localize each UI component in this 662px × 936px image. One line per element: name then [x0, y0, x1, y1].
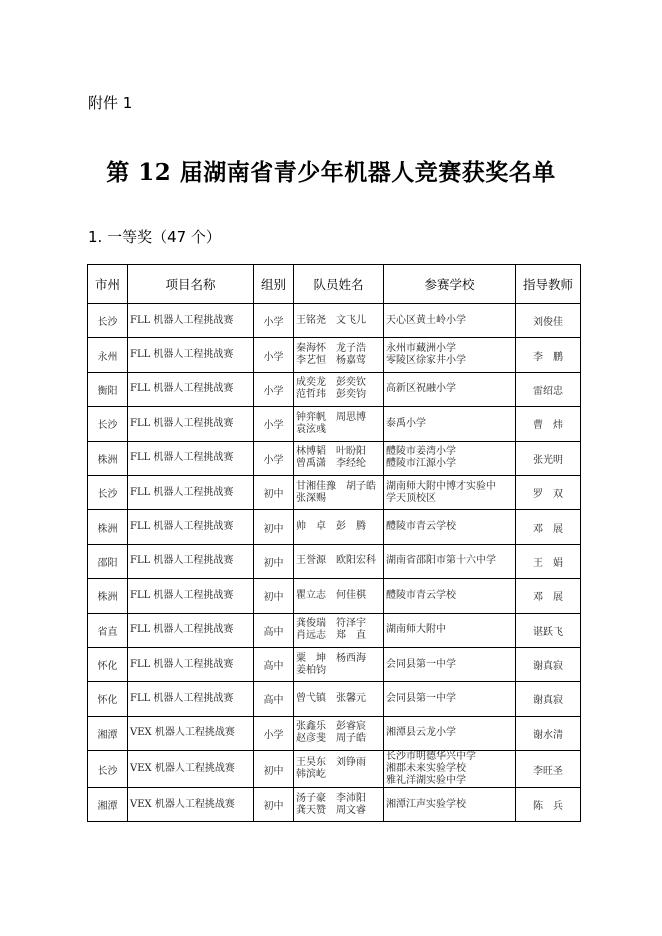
cell-city: 湘潭: [88, 716, 128, 750]
cell-city: 湘潭: [88, 788, 128, 822]
cell-members-line: 张深赐: [296, 492, 326, 504]
cell-members: [294, 544, 384, 578]
cell-school-line: 天心区黄土岭小学: [386, 314, 466, 326]
cell-group: 初中: [254, 544, 294, 578]
cell-members: [294, 716, 384, 750]
cell-members-line: 王昊东 刘铮雨: [296, 757, 366, 769]
cell-school-line: 醴陵市姜湾小学: [386, 446, 456, 458]
cell-members-line: 李艺恒 杨嘉莺: [296, 355, 366, 367]
table-row: [88, 441, 581, 475]
table-row: [88, 613, 581, 647]
cell-city: 邵阳: [88, 544, 128, 578]
cell-school-line: 湘潭县云龙小学: [386, 727, 456, 739]
cell-members: [294, 338, 384, 372]
table-row: [88, 682, 581, 716]
cell-members-line: 王誉源 欧阳宏科: [296, 555, 376, 567]
cell-members-line: 曾禹潇 李经纶: [296, 458, 366, 470]
cell-members: [294, 613, 384, 647]
cell-school: [384, 788, 516, 822]
cell-teacher: 陈 兵: [516, 788, 581, 822]
cell-group: 初中: [254, 579, 294, 613]
cell-members-line: 粟 坤 杨西海: [296, 652, 366, 664]
cell-members-line: 林博韬 叶盼阳: [296, 446, 366, 458]
header-project: 项目名称: [128, 265, 254, 304]
cell-project: FLL 机器人工程挑战赛: [128, 372, 254, 406]
cell-city: 省直: [88, 613, 128, 647]
cell-teacher: 张光明: [516, 441, 581, 475]
cell-teacher: 王 娟: [516, 544, 581, 578]
cell-city: 长沙: [88, 475, 128, 509]
cell-members-line: 肖远志 郑 直: [296, 630, 366, 642]
table-row: [88, 579, 581, 613]
cell-city: 长沙: [88, 304, 128, 338]
cell-group: 初中: [254, 475, 294, 509]
cell-school: [384, 407, 516, 441]
cell-members-line: 甘湘佳豫 胡子皓: [296, 480, 376, 492]
cell-members-line: 张鑫乐 彭睿宸: [296, 721, 366, 733]
table-row: [88, 544, 581, 578]
cell-group: 小学: [254, 338, 294, 372]
cell-city: 株洲: [88, 579, 128, 613]
cell-group: 小学: [254, 372, 294, 406]
cell-school: [384, 613, 516, 647]
table-row: [88, 510, 581, 544]
cell-school-line: 醴陵市江源小学: [386, 458, 456, 470]
cell-project: FLL 机器人工程挑战赛: [128, 647, 254, 681]
cell-project: FLL 机器人工程挑战赛: [128, 441, 254, 475]
cell-group: 初中: [254, 510, 294, 544]
cell-school-line: 会同县第一中学: [386, 658, 456, 670]
table-header-row: [88, 265, 581, 304]
cell-members-line: 曾弋镇 张馨元: [296, 692, 366, 704]
cell-school-line: 零陵区徐家井小学: [386, 355, 466, 367]
cell-school-line: 雅礼洋湖实验中学: [386, 775, 466, 787]
cell-members-line: 钟弈帆 周思博: [296, 411, 366, 423]
table-row: [88, 338, 581, 372]
cell-school: [384, 304, 516, 338]
cell-school-line: 永州市藏洲小学: [386, 343, 456, 355]
cell-group: 高中: [254, 647, 294, 681]
cell-city: 怀化: [88, 647, 128, 681]
cell-project: FLL 机器人工程挑战赛: [128, 579, 254, 613]
cell-teacher: 谌跃飞: [516, 613, 581, 647]
cell-members-line: 瞿立志 何佳棋: [296, 589, 366, 601]
cell-members: [294, 510, 384, 544]
cell-group: 初中: [254, 788, 294, 822]
cell-school: [384, 682, 516, 716]
cell-school: [384, 510, 516, 544]
cell-members-line: 汤子豪 李沛阳: [296, 792, 366, 804]
cell-project: VEX 机器人工程挑战赛: [128, 716, 254, 750]
cell-members: [294, 304, 384, 338]
cell-group: 小学: [254, 304, 294, 338]
cell-teacher: 邓 展: [516, 579, 581, 613]
cell-members-line: 袁泫彧: [296, 423, 326, 435]
cell-members: [294, 407, 384, 441]
cell-group: 小学: [254, 716, 294, 750]
cell-group: 高中: [254, 682, 294, 716]
cell-members: [294, 372, 384, 406]
cell-school: [384, 647, 516, 681]
cell-members-line: 成奕龙 彭奕钦: [296, 377, 366, 389]
cell-city: 株洲: [88, 510, 128, 544]
cell-school-line: 高新区祝融小学: [386, 383, 456, 395]
header-school: 参赛学校: [384, 265, 516, 304]
cell-city: 株洲: [88, 441, 128, 475]
cell-school-line: 湖南省邵阳市第十六中学: [386, 555, 496, 567]
cell-project: FLL 机器人工程挑战赛: [128, 475, 254, 509]
cell-school-line: 湖南师大附中: [386, 624, 446, 636]
cell-school: [384, 579, 516, 613]
cell-group: 小学: [254, 441, 294, 475]
cell-school-line: 湖南师大附中博才实验中: [386, 480, 496, 492]
cell-teacher: 谢真寂: [516, 682, 581, 716]
cell-project: FLL 机器人工程挑战赛: [128, 544, 254, 578]
cell-project: FLL 机器人工程挑战赛: [128, 613, 254, 647]
header-city: 市州: [88, 265, 128, 304]
cell-project: FLL 机器人工程挑战赛: [128, 304, 254, 338]
cell-teacher: 曹 炜: [516, 407, 581, 441]
cell-group: 高中: [254, 613, 294, 647]
table-row: [88, 647, 581, 681]
cell-members-line: 范哲玮 彭奕钧: [296, 389, 366, 401]
header-group: 组别: [254, 265, 294, 304]
cell-teacher: 罗 双: [516, 475, 581, 509]
cell-members: [294, 751, 384, 788]
cell-members-line: 韩滨屹: [296, 769, 326, 781]
cell-members-line: 秦海怀 龙子浩: [296, 343, 366, 355]
table-row: [88, 407, 581, 441]
attachment-label: 附件 1: [88, 94, 133, 112]
cell-project: VEX 机器人工程挑战赛: [128, 751, 254, 788]
cell-teacher: 雷绍忠: [516, 372, 581, 406]
cell-school: [384, 751, 516, 788]
cell-school: [384, 372, 516, 406]
cell-school: [384, 338, 516, 372]
cell-teacher: 谢水清: [516, 716, 581, 750]
cell-city: 怀化: [88, 682, 128, 716]
cell-city: 永州: [88, 338, 128, 372]
cell-members: [294, 788, 384, 822]
cell-project: FLL 机器人工程挑战赛: [128, 407, 254, 441]
header-members: 队员姓名: [294, 265, 384, 304]
cell-members-line: 帅 卓 彭 腾: [296, 521, 366, 533]
cell-city: 衡阳: [88, 372, 128, 406]
page-title: 第 12 届湖南省青少年机器人竞赛获奖名单: [106, 159, 556, 186]
cell-school-line: 泰禹小学: [386, 417, 426, 429]
cell-school-line: 湘潭江声实验学校: [386, 798, 466, 810]
cell-members: [294, 682, 384, 716]
cell-project: VEX 机器人工程挑战赛: [128, 788, 254, 822]
awards-table: [87, 264, 581, 822]
cell-teacher: 刘俊佳: [516, 304, 581, 338]
table-row: [88, 716, 581, 750]
cell-teacher: 邓 展: [516, 510, 581, 544]
header-teacher: 指导教师: [516, 265, 581, 304]
cell-city: 长沙: [88, 751, 128, 788]
cell-members-line: 姜柏钧: [296, 664, 326, 676]
cell-members: [294, 579, 384, 613]
cell-school-line: 醴陵市青云学校: [386, 589, 456, 601]
cell-school: [384, 475, 516, 509]
cell-school: [384, 441, 516, 475]
table-row: [88, 372, 581, 406]
cell-members-line: 赵彦斐 周子皓: [296, 733, 366, 745]
cell-members-line: 龚天赞 周文睿: [296, 804, 366, 816]
table-row: [88, 304, 581, 338]
cell-school: [384, 716, 516, 750]
cell-project: FLL 机器人工程挑战赛: [128, 510, 254, 544]
cell-members-line: 龚俊瑞 符泽宇: [296, 618, 366, 630]
table-row: [88, 475, 581, 509]
cell-members-line: 王铭尧 文飞儿: [296, 314, 366, 326]
section-heading: 1. 一等奖（47 个）: [88, 228, 221, 246]
cell-project: FLL 机器人工程挑战赛: [128, 338, 254, 372]
cell-members: [294, 441, 384, 475]
cell-school-line: 长沙市明德华兴中学: [386, 751, 476, 763]
cell-school-line: 学天顶校区: [386, 492, 436, 504]
table-row: [88, 788, 581, 822]
cell-members: [294, 647, 384, 681]
cell-teacher: 谢真寂: [516, 647, 581, 681]
cell-group: 初中: [254, 751, 294, 788]
cell-school-line: 醴陵市青云学校: [386, 521, 456, 533]
cell-school-line: 会同县第一中学: [386, 692, 456, 704]
cell-teacher: 李 鹏: [516, 338, 581, 372]
cell-members: [294, 475, 384, 509]
cell-project: FLL 机器人工程挑战赛: [128, 682, 254, 716]
cell-school: [384, 544, 516, 578]
cell-school-line: 湘郡未来实验学校: [386, 763, 466, 775]
cell-city: 长沙: [88, 407, 128, 441]
cell-teacher: 李旺圣: [516, 751, 581, 788]
cell-group: 小学: [254, 407, 294, 441]
table-row: [88, 751, 581, 788]
